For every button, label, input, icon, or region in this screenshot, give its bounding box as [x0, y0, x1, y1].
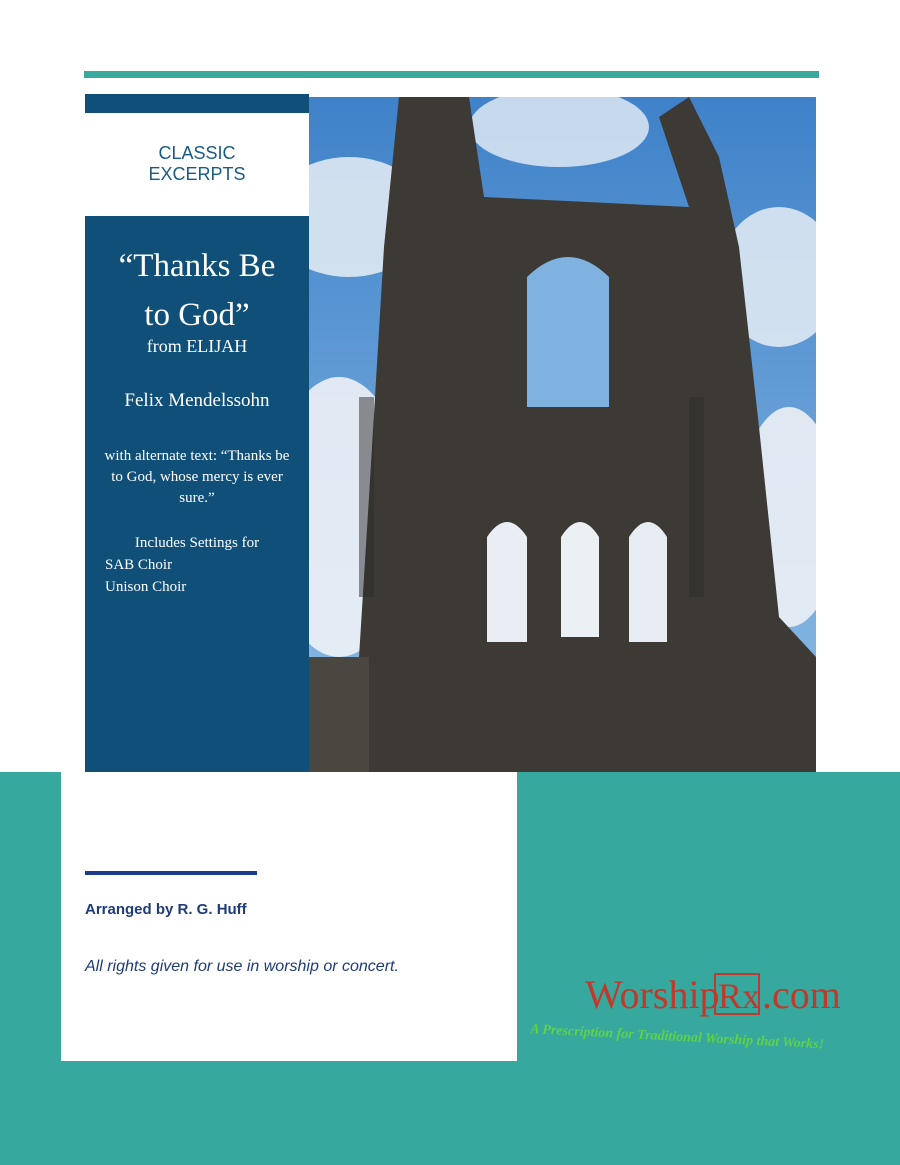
alternate-text-body: with alternate text: “Thanks be to God, whose mercy is ever sure.” [104, 448, 290, 506]
cathedral-ruins-photo [309, 97, 816, 772]
title-panel [85, 216, 309, 772]
piece-title-text: “Thanks Be to God” [118, 248, 276, 333]
credits-navy-rule [85, 871, 257, 875]
arranger-credit: Arranged by R. G. Huff [85, 901, 247, 918]
logo-text-right: .com [762, 972, 841, 1017]
series-label [85, 143, 309, 185]
logo-text-rx: Rx [718, 976, 761, 1016]
worshiprx-logo [530, 970, 890, 1060]
alternate-text [85, 446, 309, 509]
logo-tagline: A Prescription for Traditional Worship that Works! [530, 1022, 825, 1053]
includes-heading: Includes Settings for [134, 535, 260, 551]
header-navy-bar [85, 94, 309, 113]
series-text: CLASSIC EXCERPTS [148, 143, 246, 184]
logo-text-left: Worship [585, 972, 720, 1017]
setting-unison: Unison Choir [105, 579, 187, 595]
setting-sab: SAB Choir [105, 557, 173, 573]
source-work: from ELIJAH [146, 336, 248, 356]
composer-name: Felix Mendelssohn [124, 390, 270, 411]
top-teal-rule [84, 71, 819, 78]
piece-title [85, 242, 309, 340]
rights-notice: All rights given for use in worship or concert. [85, 958, 399, 975]
